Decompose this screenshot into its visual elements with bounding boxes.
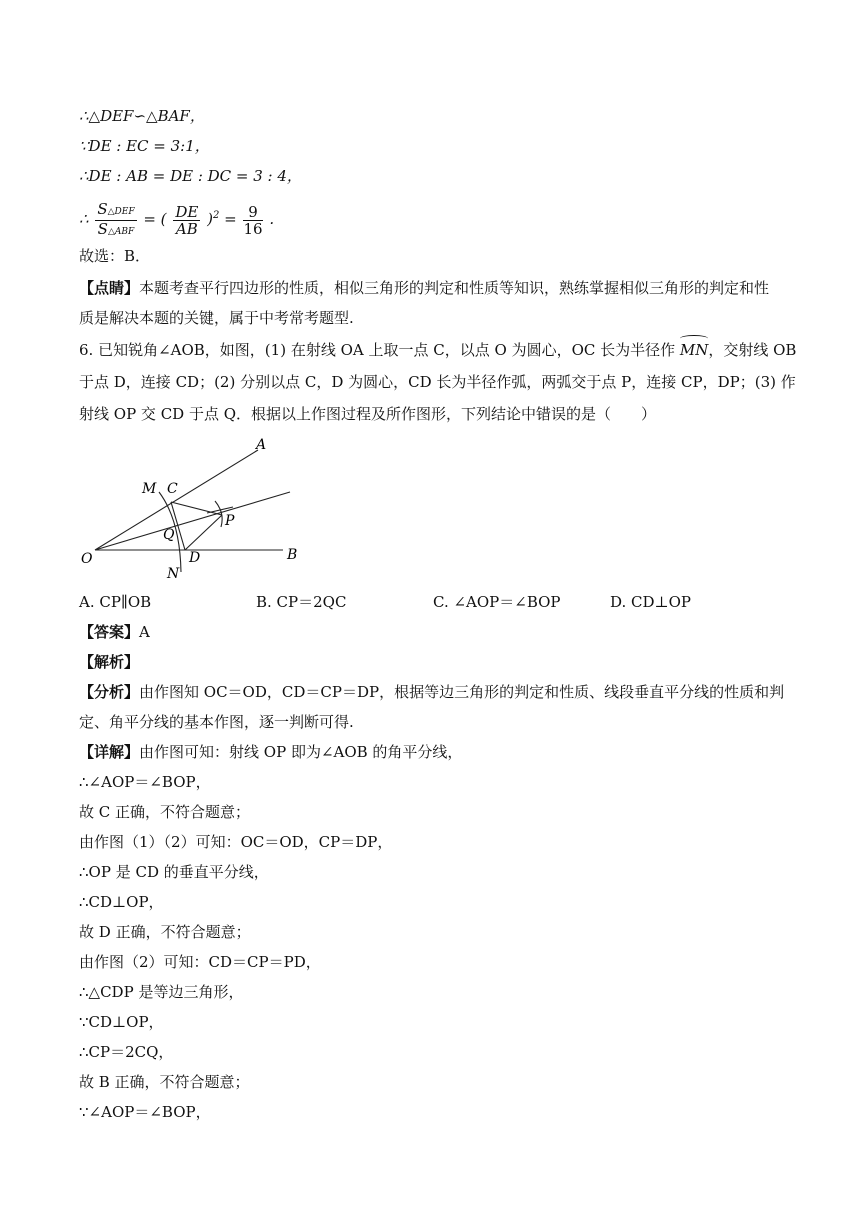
xiangjie-tag: 【详解】 (79, 743, 140, 761)
fenxi-line-1: 【分析】由作图知 OC＝OD，CD＝CP＝DP，根据等边三角形的判定和性质、线段垂直平分线的性质和判 (79, 683, 785, 701)
dianjing-tag: 【点睛】 (79, 279, 140, 297)
side-fraction: $\frac{DE}{AB}$ (175, 202, 199, 238)
detail-line-2: 故 C 正确，不符合题意； (79, 803, 251, 821)
question-6-line-3: 射线 OP 交 CD 于点 Q．根据以上作图过程及所作图形，下列结论中错误的是（ ） (79, 405, 657, 423)
label-q: Q (163, 527, 175, 543)
therefore-symbol: ∴ (79, 210, 89, 228)
arc-mn: MN (679, 341, 709, 359)
dianjing-line-1: 【点睛】本题考查平行四边形的性质，相似三角形的判定和性质等知识，熟练掌握相似三角形的判定和性 (79, 279, 770, 297)
label-c: C (167, 481, 178, 497)
label-b: B (287, 547, 298, 563)
dianjing-line-2: 质是解决本题的关键，属于中考常考题型. (79, 309, 354, 327)
fenxi-line-2: 定、角平分线的基本作图，逐一判断可得. (79, 713, 354, 731)
label-o: O (81, 551, 93, 567)
xiangjie-line: 【详解】由作图可知：射线 OP 即为∠AOB 的角平分线， (79, 743, 463, 761)
detail-line-9: ∵CD⊥OP， (79, 1013, 164, 1031)
detail-line-10: ∴CP＝2CQ， (79, 1043, 174, 1061)
detail-line-4: ∴OP 是 CD 的垂直平分线， (79, 863, 269, 881)
line-area-ratio: ∴ $\frac{\text{S△DEF}}{\text{S△ABF}}$ = ( $\frac{DE}{AB}$ )$^2$ = $\frac{9}{16}$ . (79, 199, 275, 238)
geometry-figure (75, 435, 315, 585)
area-fraction: $\frac{\text{S△DEF}}{\text{S△ABF}}$ (97, 199, 135, 238)
detail-line-12: ∵∠AOP＝∠BOP， (79, 1103, 211, 1121)
label-n: N (167, 566, 180, 582)
line-choose-b: 故选：B． (79, 247, 151, 265)
result-fraction: $\frac{9}{16}$ (243, 202, 263, 238)
answer-tag: 【答案】 (79, 623, 140, 641)
detail-line-3: 由作图（1）（2）可知：OC＝OD，CP＝DP， (79, 833, 393, 851)
answer-value: A (139, 623, 150, 641)
segment-cp (171, 502, 222, 515)
answer-line (79, 622, 150, 642)
ray-oa (95, 450, 258, 550)
line-ratio-de-ec: ∵DE : EC = 3:1， (79, 137, 210, 155)
option-a: A. CP∥OB (79, 593, 152, 611)
detail-line-6: 故 D 正确，不符合题意； (79, 923, 251, 941)
option-c: C. ∠AOP＝∠BOP (433, 593, 561, 611)
label-p: P (225, 513, 235, 529)
label-m: M (142, 481, 157, 497)
line-ratio-de-ab: ∴DE : AB = DE : DC = 3 : 4， (79, 167, 302, 185)
label-a: A (256, 437, 267, 453)
question-6-line-2: 于点 D，连接 CD；(2) 分别以点 C，D 为圆心，CD 长为半径作弧，两弧交于点 P，连接 CP，DP；(3) 作 (79, 373, 796, 391)
detail-line-11: 故 B 正确，不符合题意； (79, 1073, 250, 1091)
question-6-line-1: 6. 已知锐角∠AOB，如图，(1) 在射线 OA 上取一点 C，以点 O 为圆心，OC 长为半径作 MN，交射线 OB (79, 341, 797, 359)
detail-line-7: 由作图（2）可知：CD＝CP＝PD， (79, 953, 321, 971)
detail-line-8: ∴△CDP 是等边三角形， (79, 983, 244, 1001)
ray-op (95, 492, 290, 550)
option-b: B. CP＝2QC (256, 593, 347, 611)
jiexi-tag: 【解析】 (79, 653, 140, 671)
fenxi-tag: 【分析】 (79, 683, 140, 701)
option-d: D. CD⊥OP (610, 593, 692, 611)
segment-dp (185, 515, 222, 550)
detail-line-5: ∴CD⊥OP， (79, 893, 164, 911)
label-d: D (189, 550, 201, 566)
detail-line-1: ∴∠AOP＝∠BOP， (79, 773, 211, 791)
line-similar-triangles: ∴△DEF∽△BAF， (79, 107, 205, 125)
